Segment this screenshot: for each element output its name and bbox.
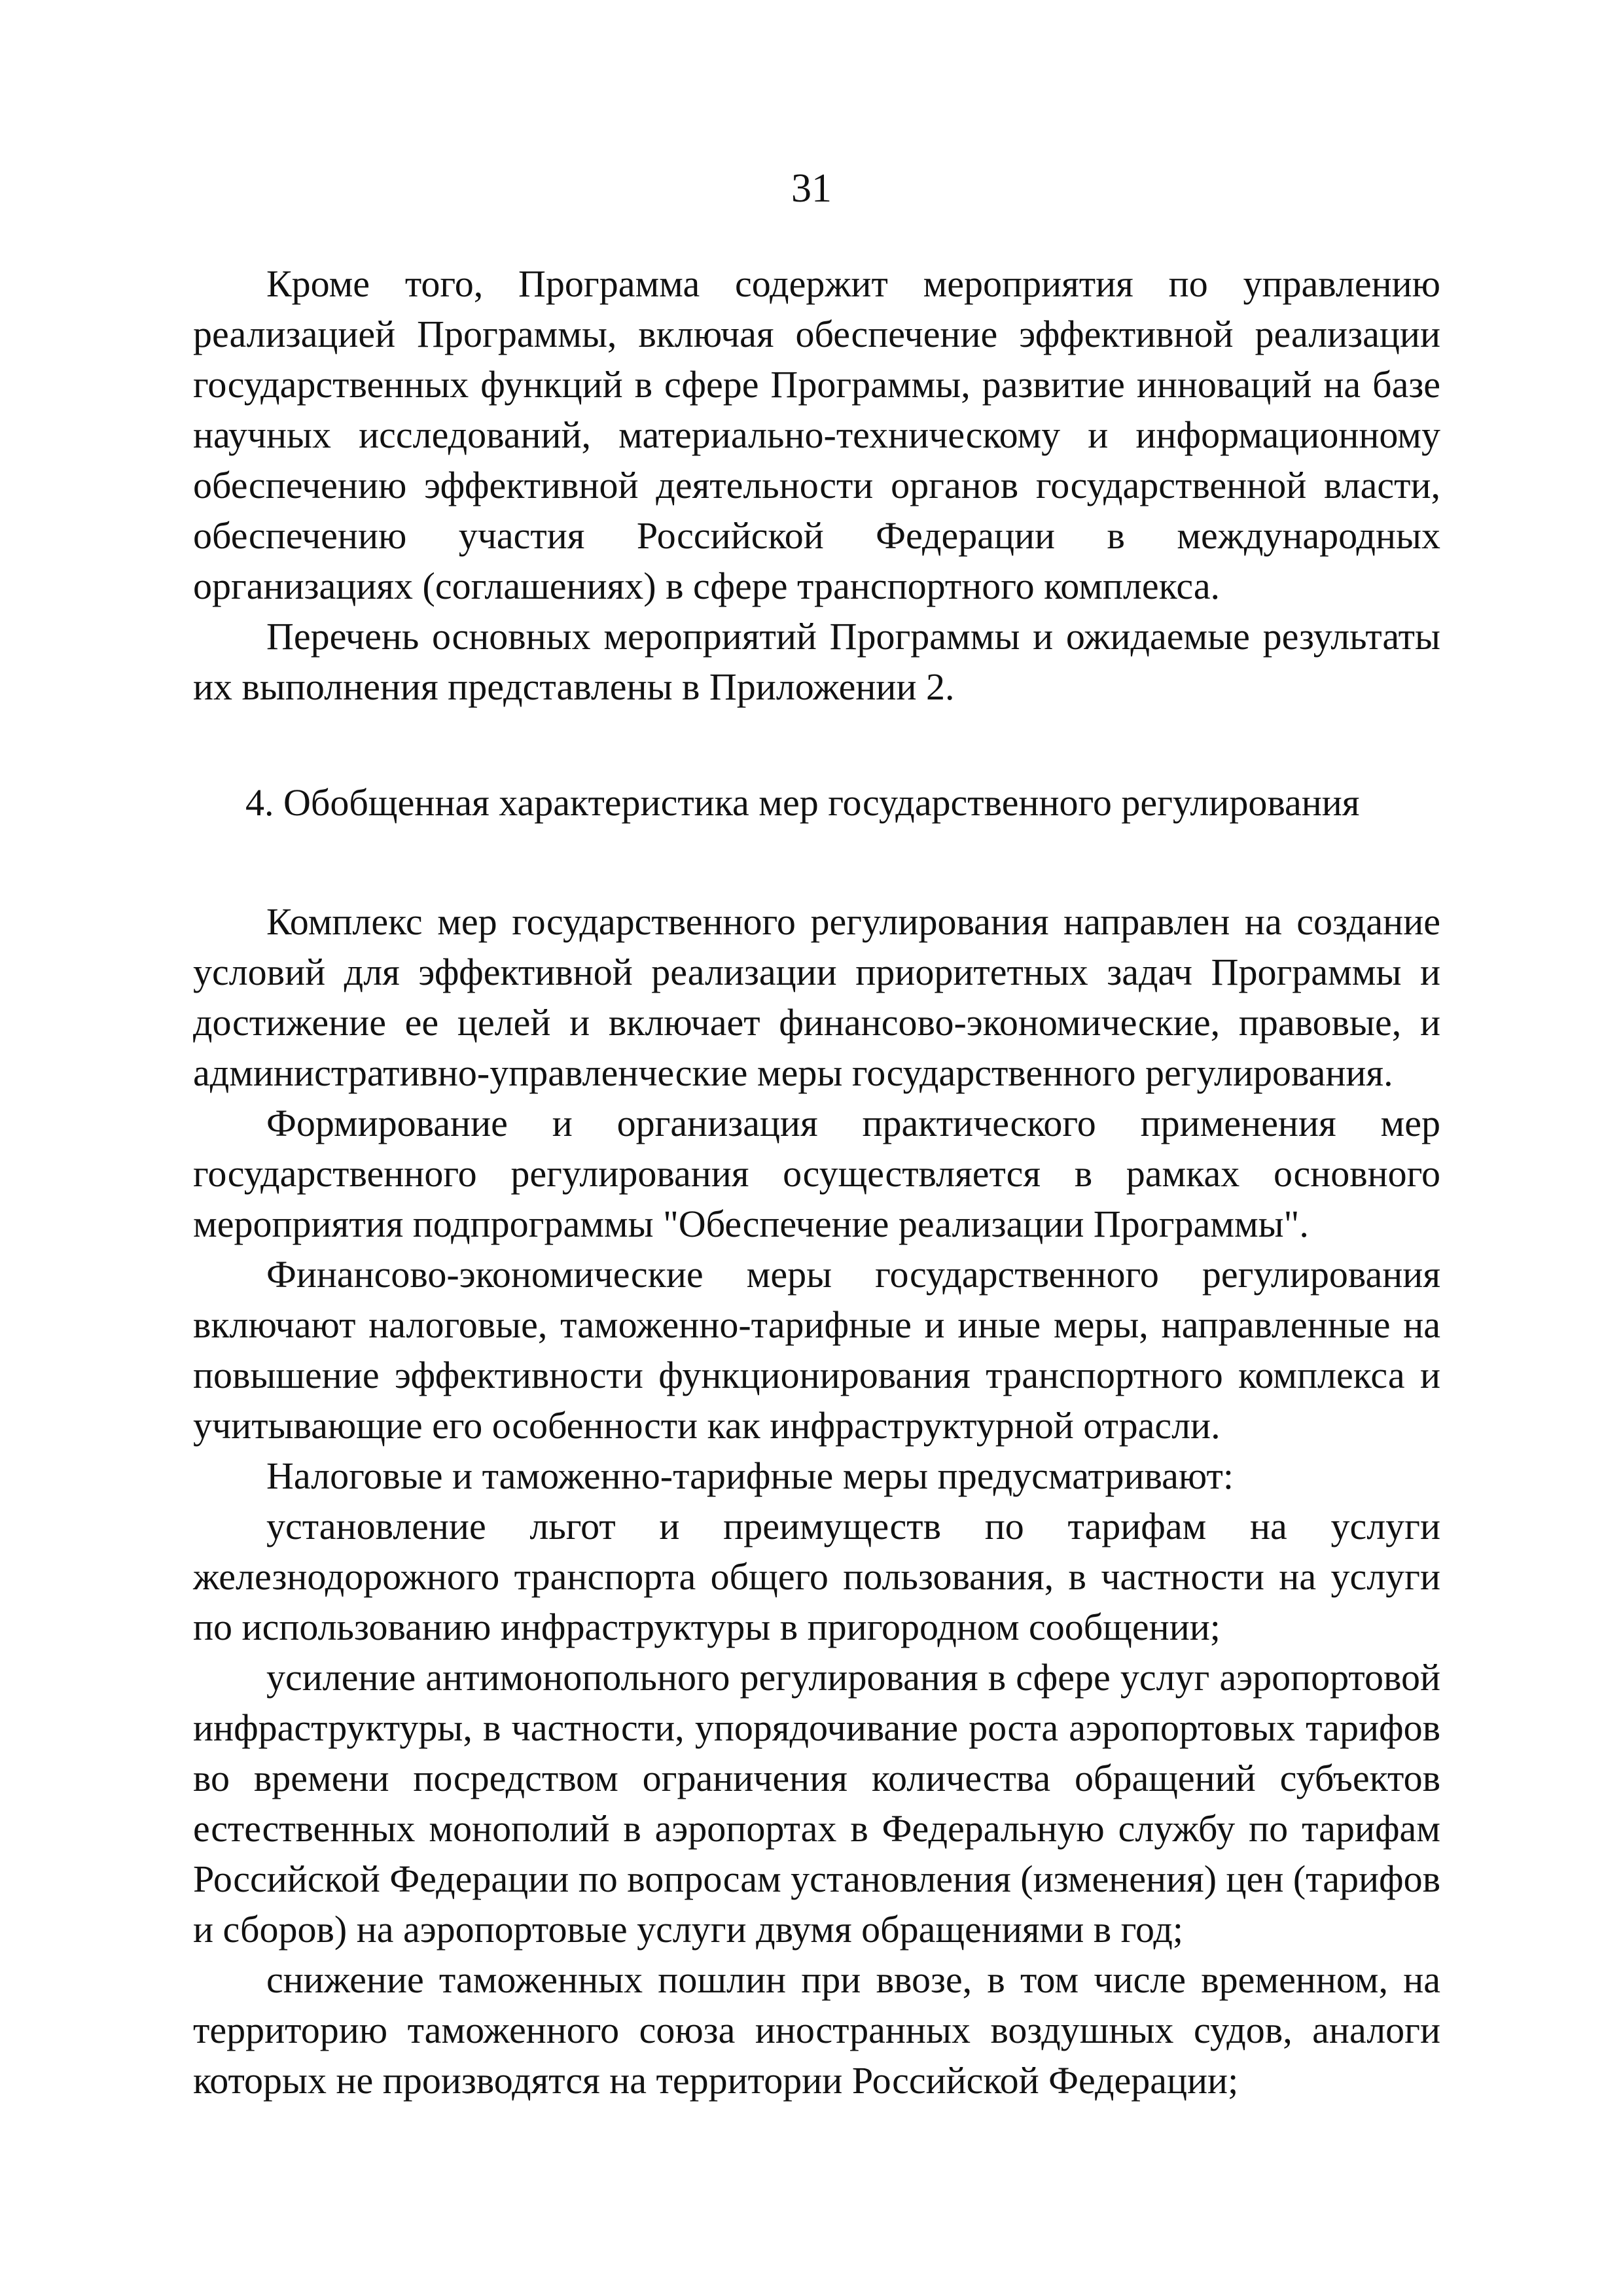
page-number: 31 xyxy=(791,166,832,211)
paragraph-formation: Формирование и организация практического применения мер государственного регулирования осуществляется в рамках основного мероприятия подпрограммы "Обеспечение реализации Программы". xyxy=(193,1102,1440,1245)
paragraph-tax-measures-intro: Налоговые и таможенно-тарифные меры предусматривают: xyxy=(266,1455,1234,1497)
paragraph-measures-list: Перечень основных мероприятий Программы и ожидаемые результаты их выполнения представлены в Приложении 2. xyxy=(193,615,1440,708)
paragraph-financial-measures: Финансово-экономические меры государственного регулирования включают налоговые, таможенно-тарифные и иные меры, направленные на повышение эффективности функционирования транспортного комплекса и учитывающие его особенности как инфраструктурной отрасли. xyxy=(193,1253,1440,1447)
paragraph-customs-duties: снижение таможенных пошлин при ввозе, в том числе временном, на территорию таможенного союза иностранных воздушных судов, аналоги которых не производятся на территории Российской Федерации; xyxy=(193,1958,1440,2102)
document-body xyxy=(193,258,1440,2106)
paragraph-airport-antimonopoly: усиление антимонопольного регулирования в сфере услуг аэропортовой инфраструктуры, в частности, упорядочивание роста аэропортовых тарифов во времени посредством ограничения количества обращений субъектов естественных монополий в аэропортах в Федеральную службу по тарифам Российской Федерации по вопросам установления (изменения) цен (тарифов и сборов) на аэропортовые услуги двумя обращениями в год; xyxy=(193,1656,1440,1951)
paragraph-railway-benefits: установление льгот и преимуществ по тарифам на услуги железнодорожного транспорта общего пользования, в частности на услуги по использованию инфраструктуры в пригородном сообщении; xyxy=(193,1505,1440,1648)
paragraph-regulation-complex: Комплекс мер государственного регулирования направлен на создание условий для эффективной реализации приоритетных задач Программы и достижение ее целей и включает финансово-экономические, правовые, и административно-управленческие меры государственного регулирования. xyxy=(193,900,1440,1094)
section-heading: 4. Обобщенная характеристика мер государственного регулирования xyxy=(245,781,1360,824)
paragraph-program-measures: Кроме того, Программа содержит мероприятия по управлению реализацией Программы, включая обеспечение эффективной реализации государственных функций в сфере Программы, развитие инноваций на базе научных исследований, материально-техническому и информационному обеспечению эффективной деятельности органов государственной власти, обеспечению участия Российской Федерации в международных организациях (соглашениях) в сфере транспортного комплекса. xyxy=(193,262,1440,607)
